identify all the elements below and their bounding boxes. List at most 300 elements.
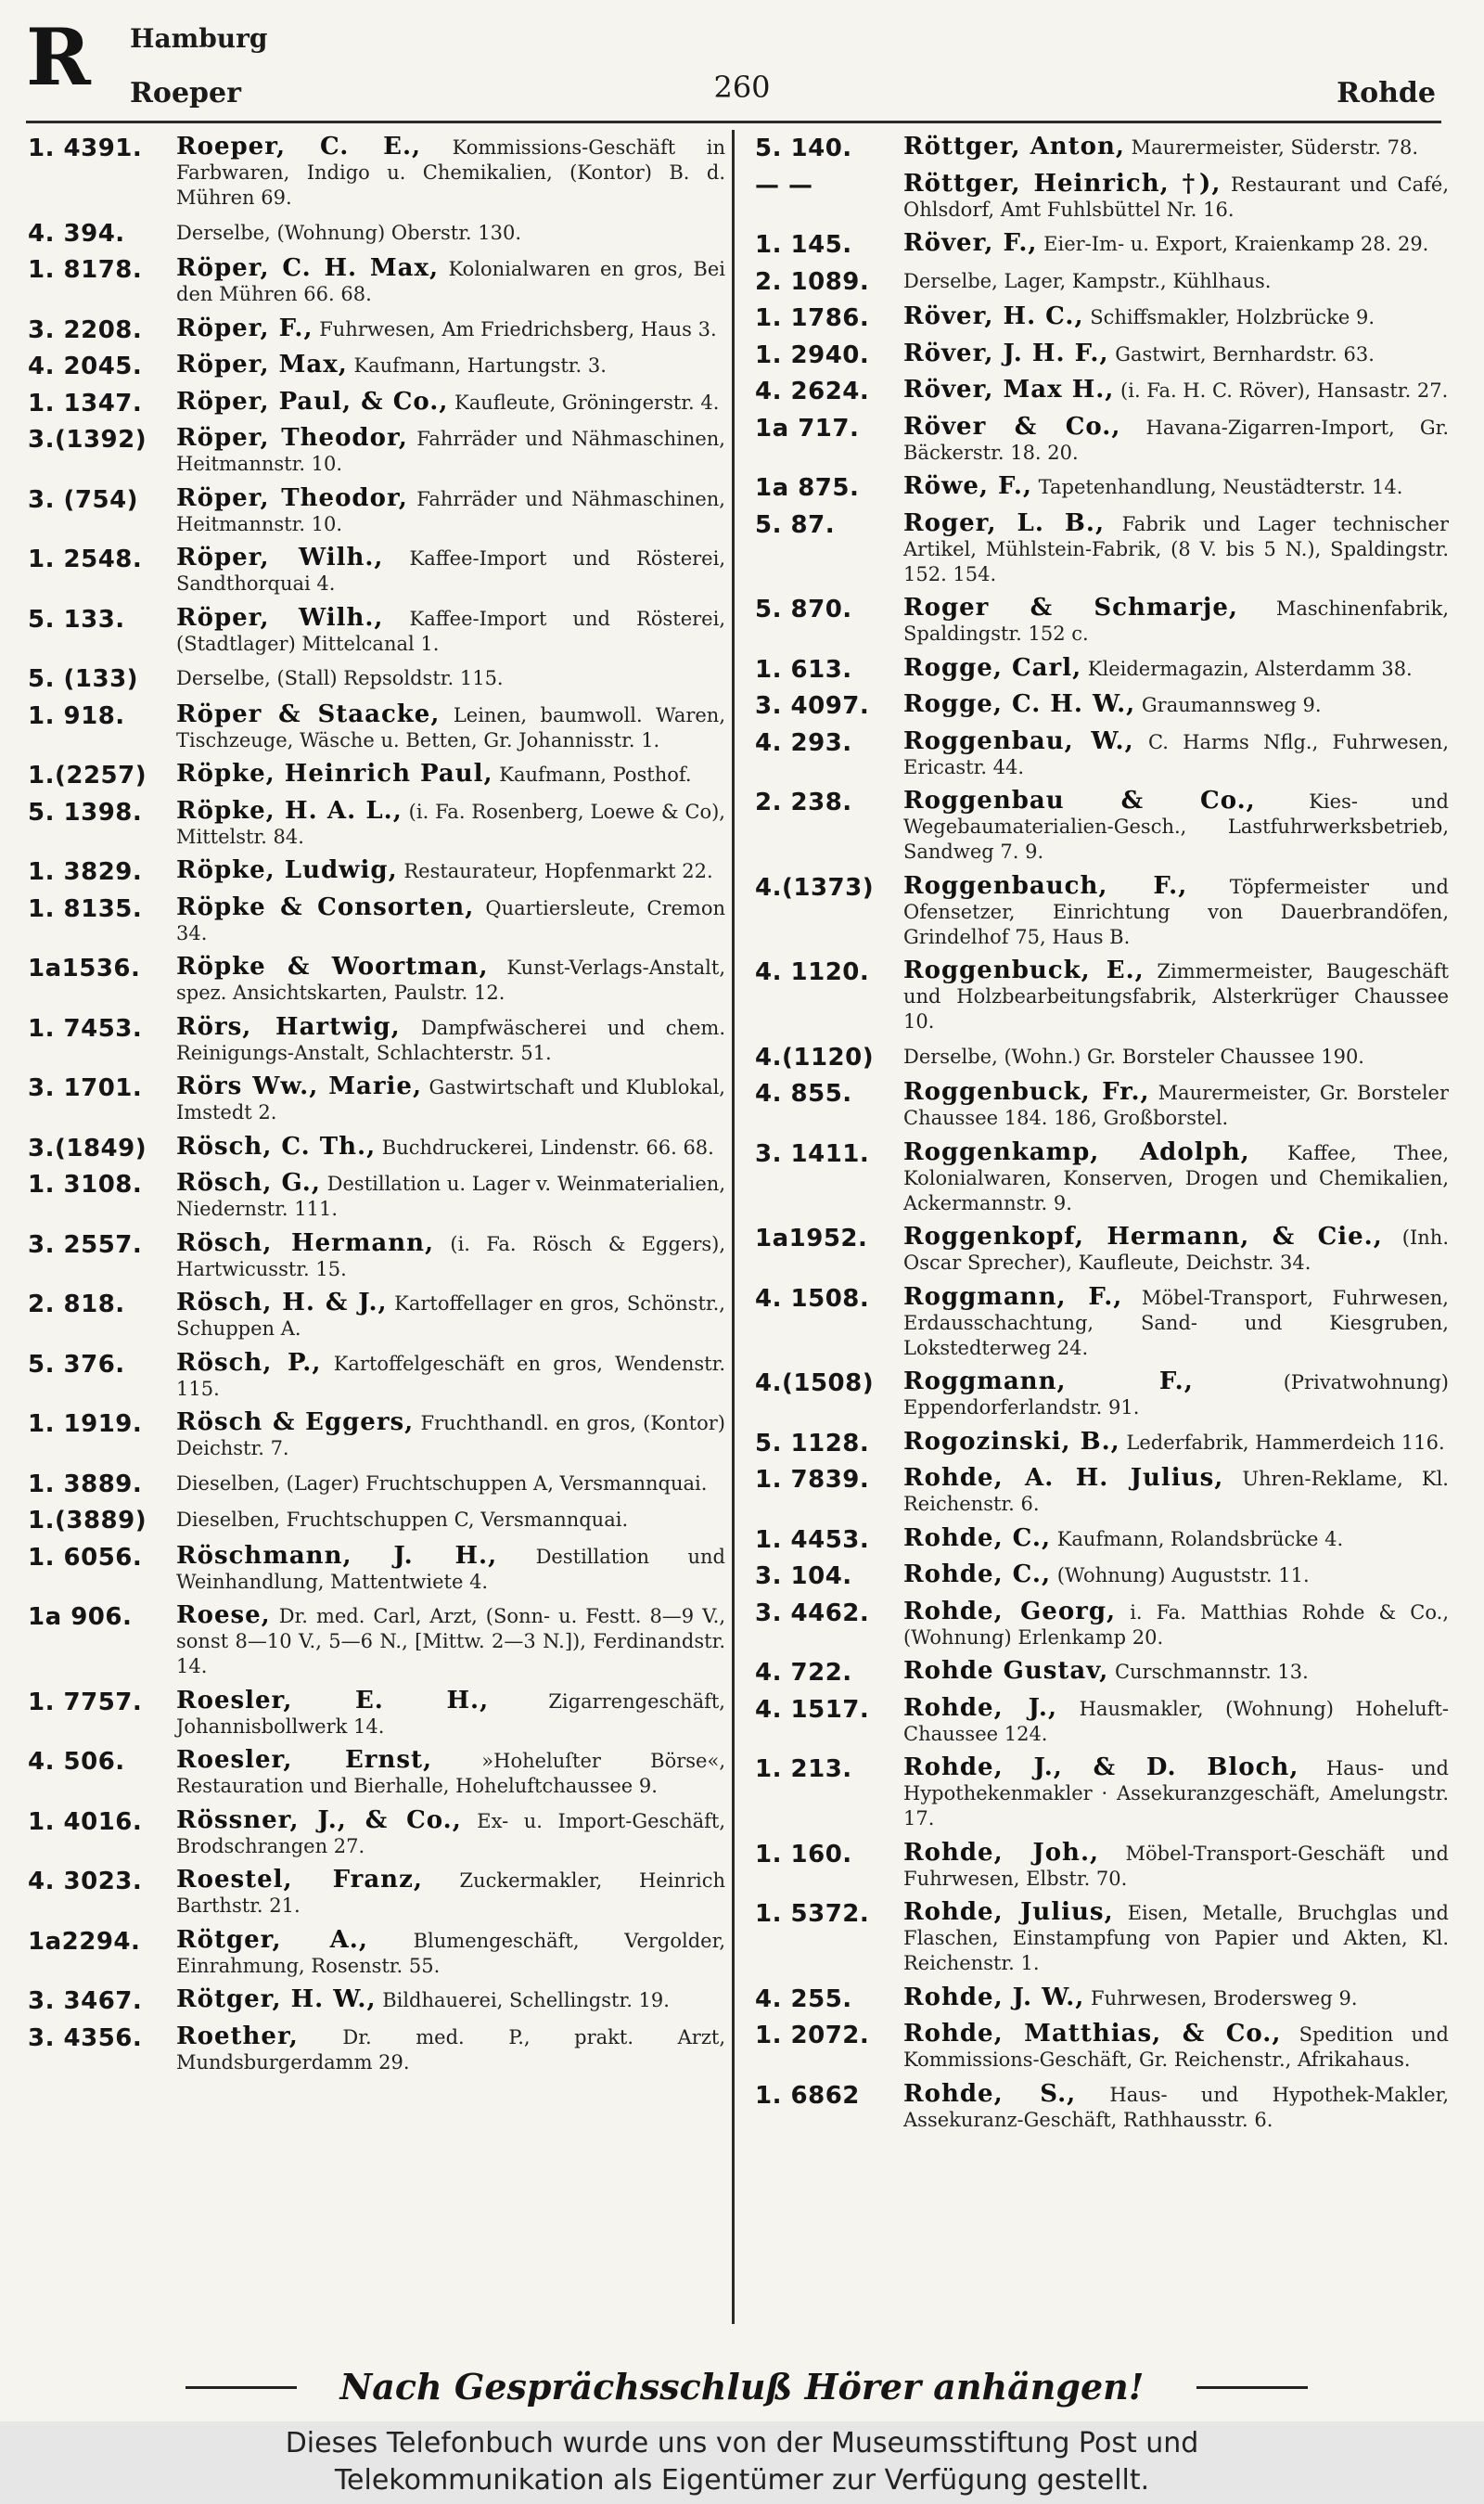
entry-text <box>903 789 1449 865</box>
directory-entry <box>28 1541 725 1595</box>
entry-name: Roggenbau, W., <box>903 726 1134 755</box>
phone-number: 4. 293. <box>755 728 852 757</box>
directory-entry <box>28 1291 725 1342</box>
phone-number: 1. 1347. <box>28 389 143 417</box>
entry-detail: Kaufmann, Posthof. <box>493 764 692 786</box>
phone-number: 4. 1517. <box>755 1695 870 1724</box>
entry-text <box>176 1171 725 1222</box>
phone-number: 1. 160. <box>755 1840 852 1868</box>
entry-text <box>903 341 1449 367</box>
city-name: Hamburg <box>130 23 268 54</box>
phone-number: 1. 6862 <box>755 2081 860 2110</box>
entry-detail: Kaffee, Thee, Kolonialwaren, Konserven, Drogen und Chemikalien, Ackermannstr. 9. <box>903 1141 1449 1214</box>
entry-text <box>176 1470 725 1496</box>
directory-entry <box>755 1693 1449 1747</box>
entry-name: Rötger, H. W., <box>176 1985 377 2013</box>
entry-detail: Zimmermeister, Baugeschäft und Holzbearbeitungsfabrik, Alsterkrüger Chaussee 10. <box>903 960 1449 1033</box>
entry-text <box>176 702 725 753</box>
entry-name: Rohde, J., & D. Bloch, <box>903 1753 1299 1781</box>
entry-detail: Eisen, Metalle, Bruchglas und Flaschen, Einstampfung von Papier und Akten, Kl. Reichenstr. 1. <box>903 1902 1449 1974</box>
entry-name: Röver & Co., <box>903 412 1121 441</box>
entry-text <box>176 762 725 788</box>
page-header <box>0 0 1484 125</box>
directory-entry <box>28 762 725 790</box>
entry-detail: Restaurant und Café, Ohlsdorf, Amt Fuhlsbüttel Nr. 16. <box>903 173 1449 221</box>
phone-number: 5. 133. <box>28 605 125 634</box>
directory-entry <box>755 2022 1449 2073</box>
entry-name: Röpke, Ludwig, <box>176 856 398 884</box>
entry-name: Roesler, Ernst, <box>176 1746 433 1774</box>
entry-detail: Derselbe, Lager, Kampstr., Kühlhaus. <box>903 269 1272 292</box>
entry-detail: (i. Fa. Rosenberg, Loewe & Co), Mittelstr. 84. <box>176 800 725 848</box>
entry-name: Roestel, Franz, <box>176 1866 423 1894</box>
entry-text <box>176 1987 725 2013</box>
phone-number: 1.(3889) <box>28 1507 147 1535</box>
phone-number: 3. 4097. <box>755 692 870 720</box>
entry-detail: (i. Fa. H. C. Röver), Hansastr. 27. <box>1114 379 1449 402</box>
credit-line-2: Telekommunikation als Eigentümer zur Verfügung gestellt. <box>334 2464 1150 2497</box>
phone-number: 1. 4391. <box>28 135 143 162</box>
entry-detail: Fabrik und Lager technischer Artikel, Mühlstein-Fabrik, (8 V. bis 5 N.), Spaldingstr. 152. 154. <box>903 512 1449 585</box>
entry-name: Rösch, P., <box>176 1348 322 1377</box>
directory-entry <box>28 1805 725 1859</box>
entry-text <box>176 1507 725 1533</box>
entry-text <box>176 546 725 597</box>
directory-entry <box>28 702 725 753</box>
phone-number: 1. 613. <box>755 655 852 684</box>
phone-number: 1. 2548. <box>28 546 143 573</box>
entry-text <box>176 1074 725 1125</box>
entry-detail: Destillation und Weinhandlung, Mattentwiete 4. <box>176 1545 725 1593</box>
directory-entry <box>28 2024 725 2075</box>
directory-entry <box>755 341 1449 369</box>
entry-name: Röper, F., <box>176 314 313 342</box>
entry-text <box>903 1466 1449 1517</box>
phone-number: 4. 3023. <box>28 1868 143 1895</box>
phone-number: 1. 4016. <box>28 1807 143 1836</box>
entry-name: Rohde, Joh., <box>903 1838 1100 1867</box>
directory-entry <box>28 1748 725 1799</box>
entry-name: Röttger, Anton, <box>903 135 1125 161</box>
entry-name: Rohde, S., <box>903 2079 1077 2108</box>
entry-detail: Hausmakler, (Wohnung) Hoheluft-Chaussee 124. <box>903 1697 1449 1745</box>
phone-number: 1. 1786. <box>755 304 870 332</box>
phone-number: 4.(1120) <box>755 1043 875 1072</box>
entry-text <box>176 1868 725 1919</box>
entry-text <box>176 1132 725 1161</box>
phone-number: 4. 1120. <box>755 958 870 986</box>
directory-entry <box>28 858 725 886</box>
entry-text <box>903 412 1449 466</box>
entry-name: Rösch, H. & J., <box>176 1289 388 1316</box>
entry-text <box>176 796 725 850</box>
entry-detail: (Wohnung) Auguststr. 11. <box>1051 1564 1310 1586</box>
entry-text <box>903 653 1449 682</box>
entry-detail: Möbel-Transport-Geschäft und Fuhrwesen, Elbstr. 70. <box>903 1842 1449 1890</box>
entry-detail: »Hoheluſter Börse«, Restauration und Bierhalle, Hoheluftchaussee 9. <box>176 1750 725 1797</box>
entry-name: Roese, <box>176 1601 271 1629</box>
directory-entry <box>755 474 1449 502</box>
entry-text <box>903 378 1449 404</box>
entry-name: Rogozinski, B., <box>903 1427 1120 1456</box>
entry-detail: Gastwirt, Bernhardstr. 63. <box>1108 342 1375 366</box>
entry-detail: C. Harms Nflg., Fuhrwesen, Ericastr. 44. <box>903 730 1449 778</box>
phone-number: 3.(1392) <box>28 426 147 454</box>
entry-name: Rogge, C. H. W., <box>903 690 1136 718</box>
entry-name: Röver, Max H., <box>903 376 1115 404</box>
directory-entry <box>28 1410 725 1461</box>
phone-number: 4. 394. <box>28 219 125 248</box>
entry-name: Rohde, C., <box>903 1560 1052 1588</box>
slogan-rule-right <box>1196 2386 1308 2389</box>
directory-entry <box>755 1523 1449 1554</box>
entry-detail: Zigarrengeschäft, Johannisbollwerk 14. <box>176 1689 725 1738</box>
directory-entry <box>28 483 725 537</box>
phone-number: 4. 255. <box>755 1984 852 2013</box>
entry-detail: Maurermeister, Süderstr. 78. <box>1124 136 1419 159</box>
directory-entry <box>28 353 725 380</box>
phone-number: 4.(1373) <box>755 873 875 902</box>
entry-name: Roggmann, F., <box>903 1282 1123 1311</box>
entry-text <box>176 1348 725 1402</box>
entry-name: Rohde, J. W., <box>903 1983 1085 2011</box>
entry-detail: Haus- und Hypothek-Makler, Assekuranz-Geschäft, Rathhausstr. 6. <box>903 2083 1449 2131</box>
entry-name: Rohde, Matthias, & Co., <box>903 2020 1282 2048</box>
entry-text <box>903 1755 1449 1831</box>
phone-number: 1a 875. <box>755 474 860 502</box>
entry-detail: (i. Fa. Rösch & Eggers), Hartwicusstr. 15. <box>176 1232 725 1280</box>
entry-text <box>176 665 725 691</box>
phone-number: 1. 8178. <box>28 256 143 284</box>
directory-entry <box>28 1171 725 1222</box>
entry-detail: i. Fa. Matthias Rohde & Co., (Wohnung) Erlenkamp 20. <box>903 1600 1449 1649</box>
entry-detail: Buchdruckerei, Lindenstr. 66. 68. <box>376 1136 714 1159</box>
directory-entry <box>755 1985 1449 2013</box>
entry-detail: Fahrräder und Nähmaschinen, Heitmannstr. 10. <box>176 487 725 535</box>
entry-detail: Bildhauerei, Schellingstr. 19. <box>376 1989 670 2011</box>
credit-banner <box>0 2421 1484 2504</box>
entry-text <box>176 1748 725 1799</box>
directory-entry <box>755 1755 1449 1831</box>
phone-number: 4. 2045. <box>28 353 143 380</box>
entry-detail: Dampfwäscherei und chem. Reinigungs-Anstalt, Schlachterstr. 51. <box>176 1016 725 1064</box>
entry-name: Rösch, C. Th., <box>176 1132 377 1161</box>
directory-entry <box>28 1074 725 1125</box>
entry-text <box>903 596 1449 647</box>
entry-detail: Derselbe, (Wohn.) Gr. Borsteler Chaussee 190. <box>903 1045 1364 1068</box>
entry-detail: Restaurateur, Hopfenmarkt 22. <box>397 860 713 882</box>
directory-entry <box>755 726 1449 780</box>
phone-number: 2. 238. <box>755 789 852 816</box>
directory-entry <box>755 268 1449 296</box>
entry-text <box>176 858 725 884</box>
column-divider <box>732 130 735 2324</box>
entry-name: Rohde Gustav, <box>903 1657 1109 1685</box>
entry-text <box>176 316 725 342</box>
entry-detail: Dr. med. Carl, Arzt, (Sonn- u. Festt. 8—9 V., sonst 8—10 V., 5—6 N., [Mittw. 2—3 N.]), Ferdinandstr. 14. <box>176 1605 725 1677</box>
entry-detail: Lederfabrik, Hammerdeich 116. <box>1119 1431 1445 1454</box>
left-keyword: Roeper <box>130 77 241 109</box>
entry-detail: Kaufmann, Hartungstr. 3. <box>347 354 607 377</box>
phone-number: 1. 918. <box>28 701 125 730</box>
directory-entry <box>28 1987 725 2015</box>
entry-name: Rohde, J., <box>903 1693 1058 1722</box>
entry-detail: Maurermeister, Gr. Borsteler Chaussee 184. 186, Großborstel. <box>903 1082 1449 1129</box>
entry-name: Rohde, Julius, <box>903 1898 1114 1926</box>
directory-entry <box>755 1282 1449 1361</box>
directory-entry <box>755 1369 1449 1420</box>
entry-text <box>176 1686 725 1740</box>
directory-entry <box>755 412 1449 466</box>
entry-detail: Schiffsmakler, Holzbrücke 9. <box>1083 306 1375 328</box>
phone-number: 1. 5372. <box>755 1900 870 1928</box>
entry-text <box>176 955 725 1006</box>
entry-detail: Möbel-Transport, Fuhrwesen, Erdausschachtung, Sand- und Kiesgruben, Lokstedterweg 24. <box>903 1286 1449 1359</box>
entry-detail: Kartoffelgeschäft en gros, Wendenstr. 115. <box>176 1352 725 1400</box>
entry-name: Röttger, Heinrich, †), <box>903 169 1222 198</box>
entry-text <box>903 2079 1449 2133</box>
entry-detail: Haus- und Hypothekenmakler · Assekuranzgeschäft, Amelungstr. 17. <box>903 1757 1449 1830</box>
entry-name: Röper, Paul, & Co., <box>176 387 449 416</box>
entry-detail: Fruchthandl. en gros, (Kontor) Deichstr. 7. <box>176 1412 725 1459</box>
entry-text <box>176 135 725 211</box>
phone-number: 1. 3889. <box>28 1470 143 1498</box>
phone-number: 1. 213. <box>755 1755 852 1783</box>
entry-detail: Dieselben, Fruchtschuppen C, Versmannquai. <box>176 1509 629 1531</box>
entry-name: Rohde, C., <box>903 1523 1052 1552</box>
phone-number: 5. 1398. <box>28 798 143 827</box>
entry-detail: Kaffee-Import und Rösterei, Sandthorquai 4. <box>176 547 725 595</box>
phone-number: 5. 87. <box>755 510 836 539</box>
phone-number: 4. 722. <box>755 1659 852 1687</box>
entry-detail: Eier-Im- u. Export, Kraienkamp 28. 29. <box>1037 233 1429 255</box>
entry-detail: Uhren-Reklame, Kl. Reichenstr. 6. <box>903 1468 1449 1515</box>
phone-number: 1a1952. <box>755 1225 868 1252</box>
entry-detail: Tapetenhandlung, Neustädterstr. 14. <box>1031 476 1403 498</box>
entry-name: Röver, F., <box>903 229 1038 257</box>
entry-text <box>903 268 1449 294</box>
entry-detail: Derselbe, (Stall) Repsoldstr. 115. <box>176 667 504 689</box>
directory-entry <box>755 596 1449 647</box>
entry-detail: Kunst-Verlags-Anstalt, spez. Ansichtskarten, Paulstr. 12. <box>176 957 725 1004</box>
directory-entry <box>755 1838 1449 1892</box>
entry-name: Röper, Max, <box>176 351 348 379</box>
entry-detail: Leinen, baumwoll. Waren, Tischzeuge, Wäsche u. Betten, Gr. Johannisstr. 1. <box>176 703 725 751</box>
directory-entry <box>755 2079 1449 2133</box>
directory-entry <box>755 304 1449 332</box>
credit-line-1: Dieses Telefonbuch wurde uns von der Museumsstiftung Post und <box>285 2427 1199 2459</box>
entry-name: Roggenbauch, F., <box>903 871 1188 900</box>
phone-number: 1. 4453. <box>755 1525 870 1554</box>
phone-number: 5. 870. <box>755 596 852 623</box>
entry-detail: Kies- und Wegebaumaterialien-Gesch., Lastfuhrwerksbetrieb, Sandweg 7. 9. <box>903 790 1449 863</box>
entry-text <box>903 135 1449 161</box>
entry-name: Röpke, H. A. L., <box>176 796 403 825</box>
directory-entry <box>755 508 1449 587</box>
entry-detail: Blumengeschäft, Vergolder, Einrahmung, Rosenstr. 55. <box>176 1929 725 1977</box>
entry-text <box>903 1282 1449 1361</box>
entry-detail: Kaffee-Import und Rösterei, (Stadtlager) Mittelcanal 1. <box>176 607 725 655</box>
phone-number: 3. 2557. <box>28 1230 143 1259</box>
entry-text <box>176 1410 725 1461</box>
entry-detail: Kartoffellager en gros, Schönstr., Schuppen A. <box>176 1292 725 1340</box>
phone-number: 5. 376. <box>28 1350 125 1379</box>
phone-number: 3. 1701. <box>28 1074 143 1102</box>
entry-detail: Kolonialwaren en gros, Bei den Mühren 66. 68. <box>176 258 725 305</box>
directory-entry <box>28 1012 725 1066</box>
entry-name: Roggenkopf, Hermann, & Cie., <box>903 1223 1383 1251</box>
phone-number: 3.(1849) <box>28 1134 147 1162</box>
entry-detail: Fuhrwesen, Brodersweg 9. <box>1084 1986 1358 2010</box>
entry-text <box>176 1603 725 1679</box>
entry-text <box>903 1137 1449 1216</box>
directory-entry <box>755 692 1449 720</box>
entry-name: Roggenbuck, E., <box>903 957 1145 984</box>
entry-name: Rohde, A. H. Julius, <box>903 1464 1224 1492</box>
directory-entry <box>28 1470 725 1498</box>
directory-entry <box>28 1507 725 1535</box>
entry-text <box>903 474 1449 500</box>
directory-entry <box>28 220 725 248</box>
entry-name: Rösch, Hermann, <box>176 1228 435 1257</box>
entry-detail: (Privatwohnung) Eppendorferlandstr. 91. <box>903 1371 1449 1419</box>
directory-entry <box>28 1686 725 1740</box>
entry-name: Röschmann, J. H., <box>176 1541 498 1570</box>
entry-name: Röver, H. C., <box>903 302 1084 330</box>
phone-number: 3. 1411. <box>755 1139 870 1168</box>
entry-name: Röper, C. H. Max, <box>176 254 440 282</box>
phone-number: 3. 4356. <box>28 2023 143 2052</box>
entry-text <box>903 692 1449 718</box>
entry-text <box>176 1805 725 1859</box>
entry-name: Roggenbuck, Fr., <box>903 1078 1150 1106</box>
entry-name: Rohde, Georg, <box>903 1597 1117 1625</box>
entry-text <box>176 256 725 307</box>
entry-name: Rörs Ww., Marie, <box>176 1072 422 1100</box>
directory-entry <box>755 653 1449 684</box>
entry-name: Roggmann, F., <box>903 1368 1194 1395</box>
entry-text <box>903 304 1449 330</box>
directory-entry <box>28 955 725 1006</box>
entry-detail: Kaufmann, Rolandsbrücke 4. <box>1051 1527 1344 1550</box>
entry-text <box>176 220 725 246</box>
directory-entry <box>28 796 725 850</box>
directory-entry <box>28 1228 725 1282</box>
left-column <box>28 135 725 2324</box>
entry-name: Röper, Theodor, <box>176 483 408 512</box>
entry-name: Roether, <box>176 2022 299 2050</box>
directory-entry <box>28 1603 725 1679</box>
directory-entry <box>755 1137 1449 1216</box>
entry-name: Rogge, Carl, <box>903 653 1082 682</box>
entry-text <box>176 1925 725 1979</box>
directory-entry <box>755 378 1449 405</box>
entry-text <box>903 1044 1449 1070</box>
entry-name: Rötger, A., <box>176 1925 368 1954</box>
phone-number: 1. 7839. <box>755 1466 870 1494</box>
directory-entry <box>28 135 725 211</box>
entry-text <box>903 1693 1449 1747</box>
entry-name: Röpke & Consorten, <box>176 892 475 921</box>
right-column <box>755 135 1449 2324</box>
phone-number: 1.(2257) <box>28 762 147 790</box>
entry-detail: Ex- u. Import-Geschäft, Brodschrangen 27. <box>176 1809 725 1857</box>
phone-number: 1. 7757. <box>28 1688 143 1716</box>
entry-text <box>176 1012 725 1066</box>
entry-name: Roger, L. B., <box>903 508 1105 537</box>
phone-number: — — <box>755 171 813 199</box>
entry-name: Rösch, G., <box>176 1169 321 1197</box>
phone-number: 1a2294. <box>28 1927 141 1956</box>
entry-detail: Töpfermeister und Ofensetzer, Einrichtung von Dauerbrandöfen, Grindelhof 75, Haus B. <box>903 875 1449 948</box>
phone-number: 2. 1089. <box>755 267 870 296</box>
entry-name: Rösch & Eggers, <box>176 1408 415 1436</box>
section-letter: R <box>26 11 91 103</box>
entry-detail: Fuhrwesen, Am Friedrichsberg, Haus 3. <box>313 317 717 340</box>
entry-text <box>903 1659 1449 1685</box>
entry-detail: Destillation u. Lager v. Weinmaterialien, Niedernstr. 111. <box>176 1173 725 1220</box>
entry-name: Röper, Theodor, <box>176 424 408 452</box>
directory-entry <box>755 1900 1449 1976</box>
entry-detail: Fahrräder und Nähmaschinen, Heitmannstr. 10. <box>176 428 725 475</box>
entry-name: Roger & Schmarje, <box>903 594 1238 622</box>
phone-number: 5. (133) <box>28 665 139 693</box>
directory-entry <box>28 387 725 417</box>
directory-entry <box>755 1225 1449 1276</box>
phone-number: 4. 1508. <box>755 1284 870 1313</box>
entry-name: Röper, Wilh., <box>176 603 384 632</box>
entry-detail: Quartiersleute, Cremon 34. <box>176 896 725 944</box>
directory-entry <box>755 789 1449 865</box>
directory-entry <box>755 958 1449 1034</box>
directory-entry <box>28 426 725 477</box>
directory-entry <box>28 603 725 657</box>
directory-entry <box>28 665 725 693</box>
entry-text <box>903 1599 1449 1650</box>
entry-name: Röver, J. H. F., <box>903 339 1109 367</box>
directory-entry <box>755 1080 1449 1131</box>
directory-entry <box>755 231 1449 259</box>
directory-entry <box>755 871 1449 950</box>
directory-entry <box>28 316 725 344</box>
entry-text <box>903 1369 1449 1420</box>
phone-number: 1a 717. <box>755 414 860 443</box>
directory-entry <box>28 1925 725 1979</box>
entry-text <box>903 958 1449 1034</box>
entry-name: Rössner, J., & Co., <box>176 1805 462 1834</box>
entry-text <box>176 483 725 537</box>
directory-entry <box>28 892 725 946</box>
directory-entry <box>755 169 1449 223</box>
phone-number: 4. 2624. <box>755 378 870 405</box>
directory-entry <box>28 1348 725 1402</box>
phone-number: 3. 4462. <box>755 1599 870 1627</box>
entry-text <box>176 1291 725 1342</box>
directory-entry <box>755 1659 1449 1687</box>
entry-name: Roggenkamp, Adolph, <box>903 1137 1250 1166</box>
phone-number: 3. 2208. <box>28 315 143 344</box>
entry-name: Röpke & Woortman, <box>176 953 489 981</box>
phone-number: 4. 506. <box>28 1748 125 1776</box>
entry-detail: Dieselben, (Lager) Fruchtschuppen A, Versmannquai. <box>176 1471 708 1495</box>
entry-detail: Zuckermakler, Heinrich Barthstr. 21. <box>176 1869 725 1917</box>
phone-number: 1. 6056. <box>28 1543 143 1572</box>
entry-text <box>176 892 725 946</box>
phone-number: 1. 8135. <box>28 894 143 923</box>
phone-number: 5. 1128. <box>755 1429 870 1457</box>
phone-number: 1. 3829. <box>28 858 143 886</box>
entry-text <box>903 231 1449 257</box>
